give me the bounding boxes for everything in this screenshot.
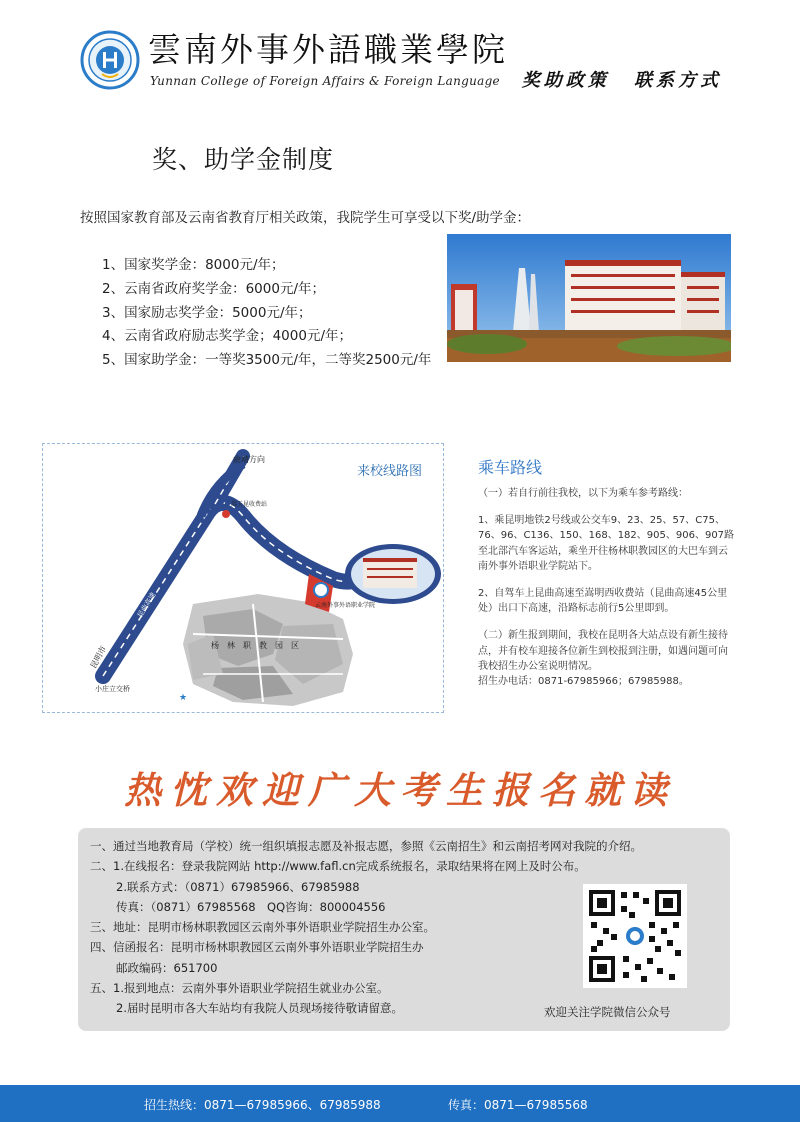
wechat-qr-code[interactable] [583, 884, 687, 988]
map-label-area: 杨 林 职 教 园 区 [211, 641, 299, 650]
svg-text:★: ★ [179, 693, 188, 703]
scholarship-intro: 按照国家教育部及云南省教育厅相关政策，我院学生可享受以下奖/助学金： [80, 210, 531, 226]
info-line: 四、信函报名：昆明市杨林职教园区云南外事外语职业学院招生办 [90, 940, 424, 955]
route-map [42, 443, 444, 713]
map-label-school: 云南外事外语职业学院 [315, 602, 376, 609]
college-logo [80, 30, 140, 90]
route-title: 乘车路线 [478, 458, 543, 477]
info-line: 传真：（0871）67985568 QQ咨询：800004556 [116, 899, 386, 914]
enrollment-info-lines [90, 836, 642, 1019]
award-item: 5、国家助学金：一等奖3500元/年，二等奖2500元/年 [102, 352, 432, 369]
route-paragraph: （一）若自行前往我校，以下为乘车参考路线： [478, 488, 688, 499]
route-paragraph: （二）新生报到期间，我校在昆明各大站点设有新生接待点，并有校车迎接各位新生到校报到注册，如遇问题可向我校招生办公室说明情况。 [478, 630, 728, 672]
info-line: 五、1.报到地点：云南外事外语职业学院招生就业办公室。 [90, 981, 389, 996]
map-label-toll: 嵩玉昆收费站 [231, 501, 268, 508]
college-name-en: Yunnan College of Foreign Affairs & Foreign Language [150, 74, 500, 88]
footer-bar [0, 1085, 800, 1122]
qr-caption: 欢迎关注学院微信公众号 [544, 1005, 671, 1019]
map-label-highway: 昆曲高速 [135, 591, 158, 620]
college-name-cn: 雲南外事外語職業學院 [148, 30, 508, 69]
route-paragraph: 2、自驾车上昆曲高速至嵩明西收费站（昆曲高速45公里处）出口下高速，沿路标志前行5公里即到。 [478, 588, 728, 615]
footer-fax: 传真：0871—67985568 [448, 1098, 588, 1112]
info-line: 邮政编码：651700 [116, 960, 218, 975]
header-links [504, 66, 722, 92]
info-line: 三、地址：昆明市杨林职教园区云南外事外语职业学院招生办公室。 [90, 920, 435, 935]
route-paragraph: 1、乘昆明地铁2号线或公交车9、23、25、57、C75、76、96、C136、150、168、182、905、906、907路至北部汽车客运站，乘坐开往杨林职教园区的大巴车到云南外事外语职业学院站下。 [478, 515, 735, 572]
info-line: 2.联系方式：（0871）67985966、67985988 [116, 879, 360, 894]
map-title: 来校线路图 [357, 464, 423, 479]
map-label-city: 昆明市 [88, 644, 109, 670]
award-item: 2、云南省政府奖学金：6000元/年； [102, 280, 325, 297]
award-item: 1、国家奖学金：8000元/年； [102, 257, 285, 273]
link-contact[interactable]: 联系方式 [634, 70, 722, 91]
welcome-banner: 热忱欢迎广大考生报名就读 [124, 768, 676, 812]
campus-photo [447, 234, 731, 362]
info-line: 2.届时昆明市各大车站均有我院人员现场接待敬请留意。 [116, 1001, 403, 1016]
map-label-bridge: 小庄立交桥 [95, 685, 130, 693]
link-scholarship-policy[interactable]: 奖助政策 [521, 70, 610, 91]
scholarship-title: 奖、助学金制度 [152, 145, 335, 174]
route-text [478, 486, 736, 689]
award-item: 4、云南省政府励志奖学金；4000元/年； [102, 328, 352, 345]
info-line: 一、通过当地教育局（学校）统一组织填报志愿及补报志愿，参照《云南招生》和云南招考网对我院的介绍。 [90, 839, 642, 853]
route-phone: 招生办电话：0871-67985966；67985988。 [478, 676, 689, 688]
award-list [102, 254, 431, 373]
info-line: 二、1.在线报名：登录我院网站 http://www.fafl.cn完成系统报名，录取结果将在网上及时公布。 [90, 859, 586, 874]
map-label-direction: 曲靖方向 [233, 455, 265, 464]
enrollment-info-box [78, 828, 730, 1031]
award-item: 3、国家励志奖学金：5000元/年； [102, 304, 312, 321]
footer-hotline: 招生热线：0871—67985966、67985988 [144, 1098, 381, 1112]
